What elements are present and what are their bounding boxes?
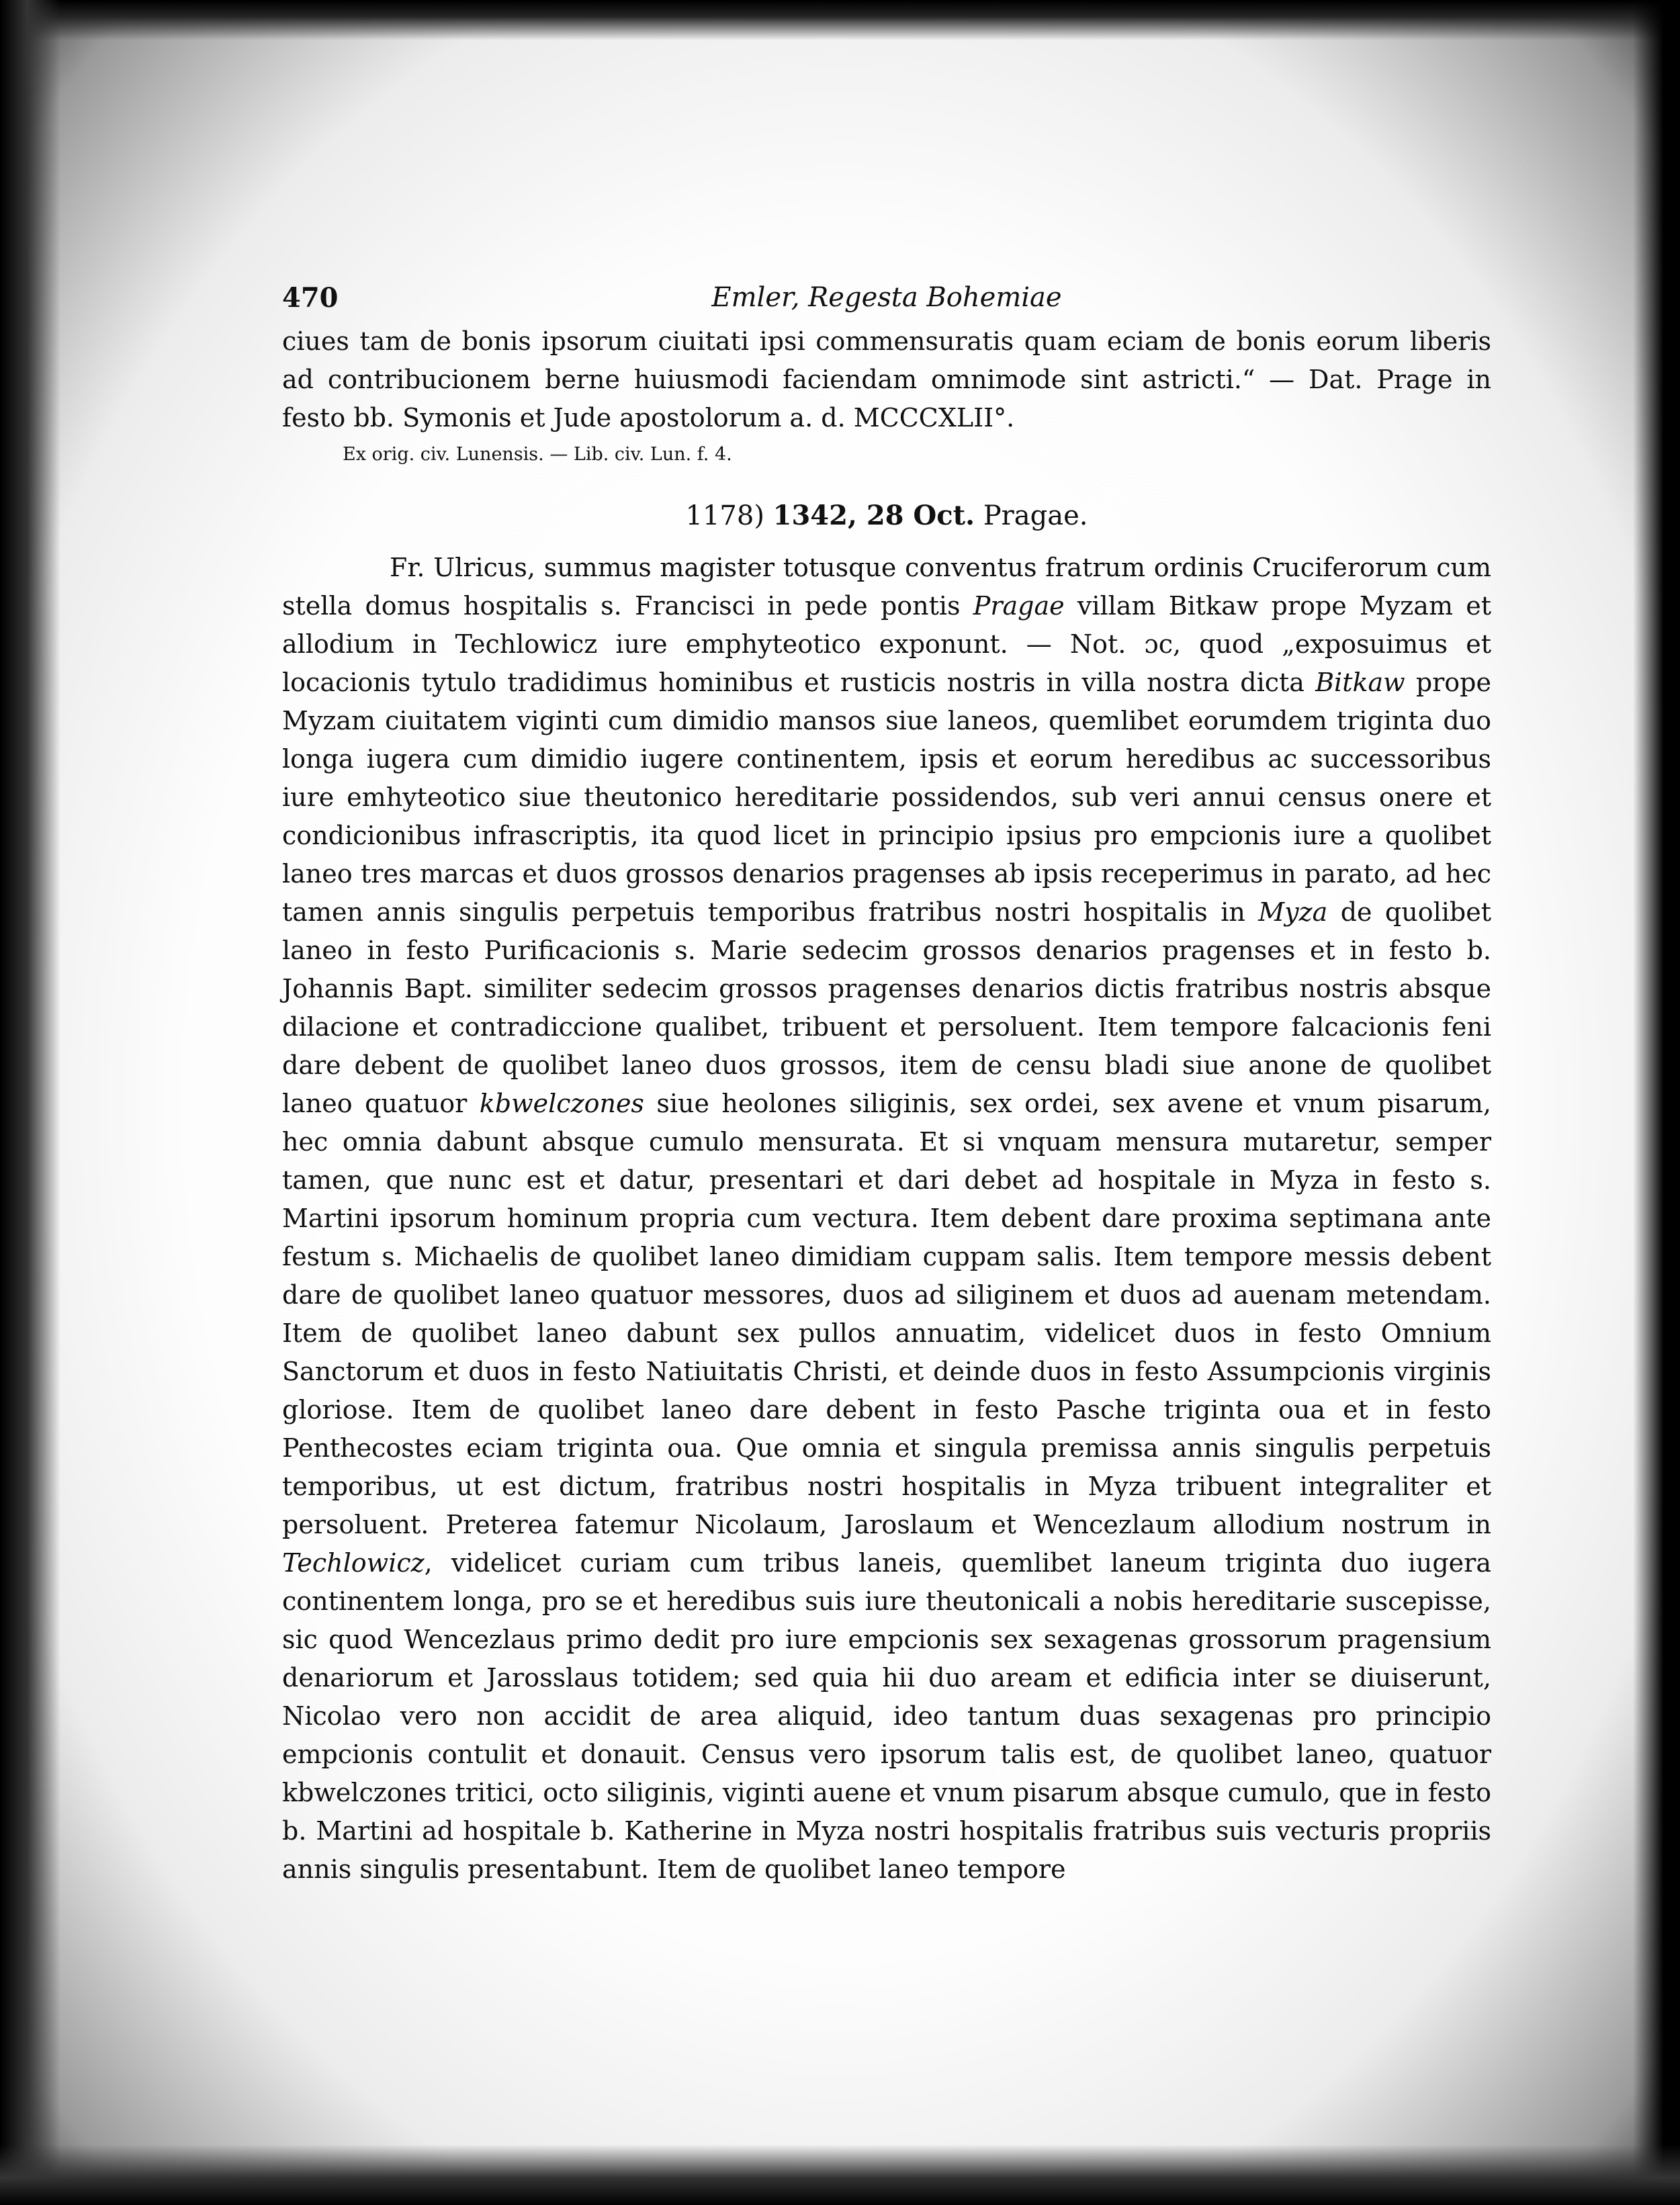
scan-border-top <box>0 0 1680 40</box>
body-italic-place: Bitkaw <box>1315 668 1405 697</box>
entry-place: Pragae. <box>983 500 1088 531</box>
body-text-segment: , videlicet curiam cum tribus laneis, quemlibet laneum triginta duo iugera continentem longa, pro se et heredibus suis iure theutonicali a nobis hereditarie suscepisse, sic quod Wencezlaus primo dedit pro iure empcionis sex sexagenas grossorum pragensium denariorum et Jarosslaus totidem; sed quia hii duo aream et edificia inter se diuiserunt, Nicolao vero non accidit de area aliquid, ideo tantum duas sexagenas pro principio empcionis contulit et donauit. Census vero ipsorum talis est, de quolibet laneo, quatuor kbwelczones tritici, octo siliginis, viginti auene et vnum pisarum absque cumulo, que in festo b. Martini ad hospitale b. Katherine in Myza nostri hospitalis fratribus suis vecturis propriis annis singulis presentabunt. Item de quolibet laneo tempore <box>282 1548 1491 1884</box>
entry-number: 1178) <box>685 500 764 531</box>
body-italic-place: Pragae <box>973 591 1065 621</box>
running-head <box>282 269 1491 322</box>
body-italic-place: Techlowicz <box>282 1548 425 1578</box>
running-title: Emler, Regesta Bohemiae <box>711 282 1062 313</box>
body-text-segment: siue heolones siliginis, sex ordei, sex avene et vnum pisarum, hec omnia dabunt absque cumulo mensurata. Et si vnquam mensura mutaretur, semper tamen, que nunc est et datur, presentari et dari debet ad hospitale in Myza in festo s. Martini ipsorum hominum propria cum vectura. Item debent dare proxima septimana ante festum s. Michaelis de quolibet laneo dimidiam cuppam salis. Item tempore messis debent dare de quolibet laneo quatuor messores, duos ad siliginem et duos ad auenam metendam. Item de quolibet laneo dabunt sex pullos annuatim, videlicet duos in festo Omnium Sanctorum et duos in festo Natiuitatis Christi, et deinde duos in festo Assumpcionis virginis gloriose. Item de quolibet laneo dare debent in festo Pasche triginta oua et in festo Penthecostes eciam triginta oua. Que omnia et singula premissa annis singulis perpetuis temporibus, ut est dictum, fratribus nostri hospitalis in Myza tribuent integraliter et persoluent. Preterea fatemur Nicolaum, Jaroslaum et Wencezlaum allodium nostrum in <box>282 1089 1491 1539</box>
source-note: Ex orig. civ. Lunensis. — Lib. civ. Lun. f. 4. <box>343 444 732 465</box>
scan-border-right <box>1633 0 1680 2205</box>
page-number: 470 <box>282 282 339 314</box>
body-italic-place: Myza <box>1258 897 1328 927</box>
entry-body-paragraph <box>282 549 1491 1889</box>
entry-date: 1342, 28 Oct. <box>772 500 975 531</box>
body-text-segment: Fr. Ulricus, summus magister totusque conventus fratrum ordinis Cruciferorum cum stella domus hospitalis s. Francisci in pede pontis <box>282 553 1491 621</box>
scan-border-left <box>0 0 60 2205</box>
continuation-paragraph: ciues tam de bonis ipsorum ciuitati ipsi commensuratis quam eciam de bonis eorum liberis ad contribucionem berne huiusmodi faciendam omnimode sint astricti.“ — Dat. Prage in festo bb. Symonis et Jude apostolorum a. d. MCCCXLII°. <box>282 326 1491 433</box>
body-text-segment: de quolibet laneo in festo Purificacionis s. Marie sedecim grossos denarios pragenses et in festo b. Johannis Bapt. similiter sedecim grossos pragenses denarios dictis fratribus nostris absque dilacione et contradiccione qualibet, tribuent et persoluent. Item tempore falcacionis feni dare debent de quolibet laneo duos grossos, item de censu bladi siue anone de quolibet laneo quatuor <box>282 897 1491 1118</box>
scan-border-bottom <box>0 2145 1680 2205</box>
entry-heading <box>282 496 1491 535</box>
body-italic-term: kbwelczones <box>479 1089 644 1118</box>
body-text-segment: villam Bitkaw prope Myzam et allodium in Techlowicz iure emphyteotico exponunt. — Not. ɔc, quod „exposuimus et locacionis tytulo tradidimus hominibus et rusticis nostris in villa nostra dicta <box>282 591 1491 697</box>
body-text-segment: prope Myzam ciuitatem viginti cum dimidio mansos siue laneos, quemlibet eorumdem triginta duo longa iugera cum dimidio iugere continentem, ipsis et eorum heredibus ac successoribus iure emhyteotico siue theutonico hereditarie possidendos, sub veri annui census onere et condicionibus infrascriptis, ita quod licet in principio ipsius pro empcionis iure a quolibet laneo tres marcas et duos grossos denarios pragenses ab ipsis receperimus in parato, ad hec tamen annis singulis perpetuis temporibus fratribus nostri hospitalis in <box>282 668 1492 927</box>
page-content <box>282 269 1491 1889</box>
